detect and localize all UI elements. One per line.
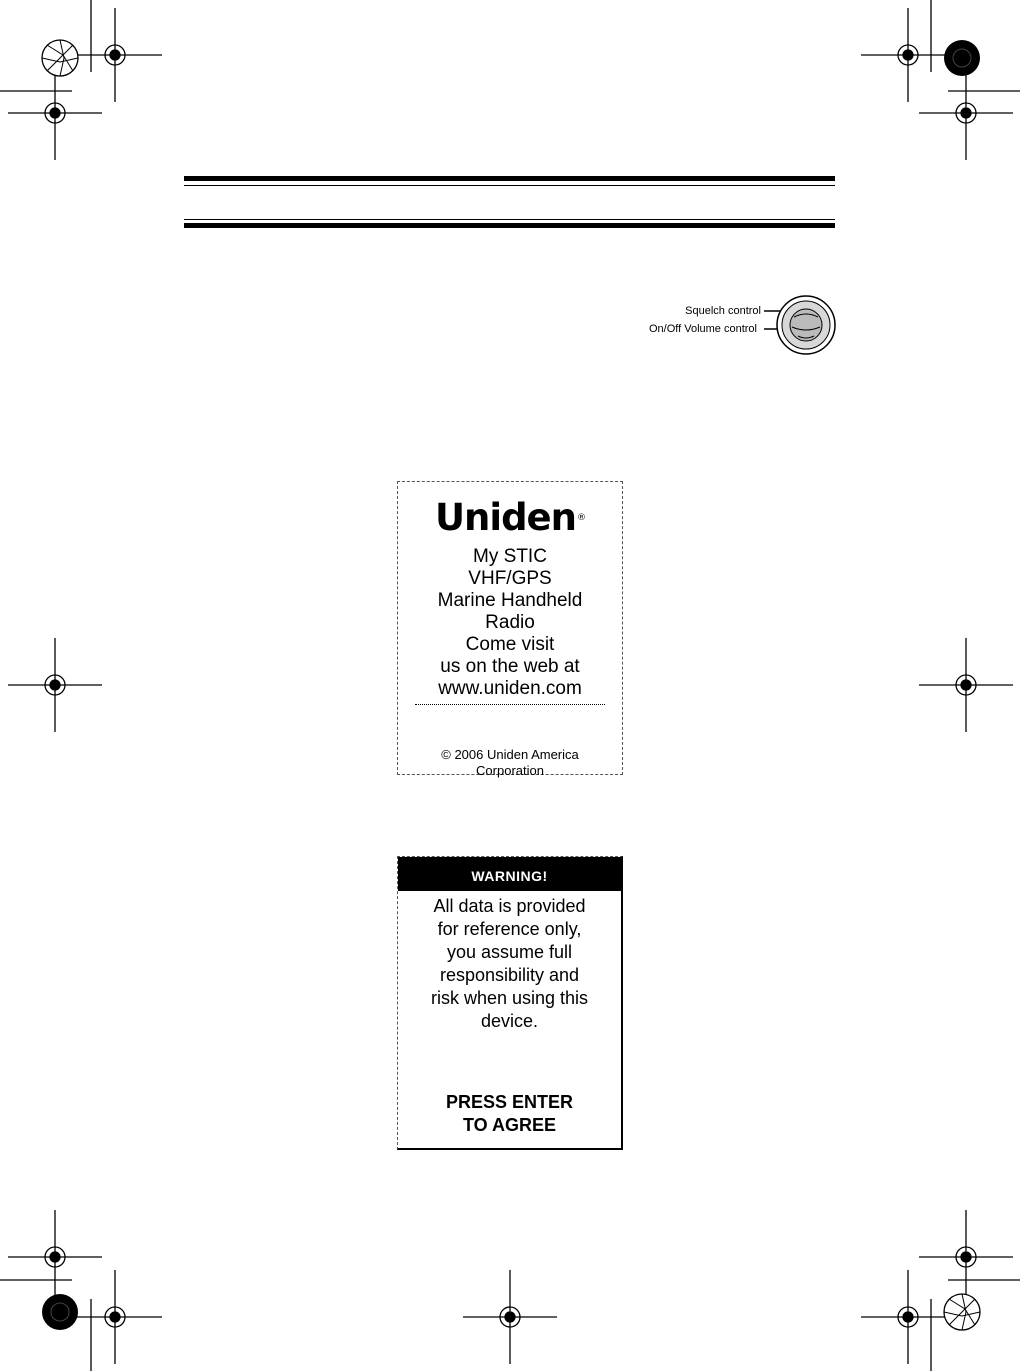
splash-url: www.uniden.com (438, 678, 582, 699)
volume-control-label: On/Off Volume control (648, 323, 757, 335)
splash-line: Marine Handheld (437, 590, 583, 611)
press-enter-prompt: PRESS ENTER (445, 1092, 574, 1112)
warning-line: responsibility and (439, 965, 580, 985)
splash-screen-display (397, 481, 623, 778)
registered-mark: ® (577, 513, 585, 523)
header-rule-top-thin (184, 185, 835, 186)
splash-line: VHF/GPS (468, 568, 552, 589)
splash-line: us on the web at (440, 656, 580, 677)
header-rule-bottom-thick (184, 223, 835, 228)
warning-line: device. (480, 1011, 539, 1031)
dotted-divider (415, 704, 605, 705)
copyright-line: Corporation (476, 763, 544, 778)
warning-line: you assume full (446, 942, 573, 962)
header-rule-bottom-thin (184, 219, 835, 220)
warning-line: All data is provided (433, 896, 586, 916)
press-enter-prompt: TO AGREE (462, 1115, 556, 1135)
splash-line: Radio (485, 612, 535, 633)
squelch-control-label: Squelch control (685, 305, 761, 317)
warning-line: for reference only, (437, 919, 582, 939)
uniden-logo: Uniden® (435, 496, 585, 539)
warning-screen-display (397, 856, 623, 1150)
warning-line: risk when using this (430, 988, 589, 1008)
copyright-line: © 2006 Uniden America (441, 747, 579, 762)
knob-icon (760, 292, 840, 362)
header-rule-top-thick (184, 176, 835, 181)
splash-line: My STIC (473, 546, 547, 567)
warning-title: WARNING! (398, 857, 621, 891)
splash-line: Come visit (465, 634, 555, 655)
